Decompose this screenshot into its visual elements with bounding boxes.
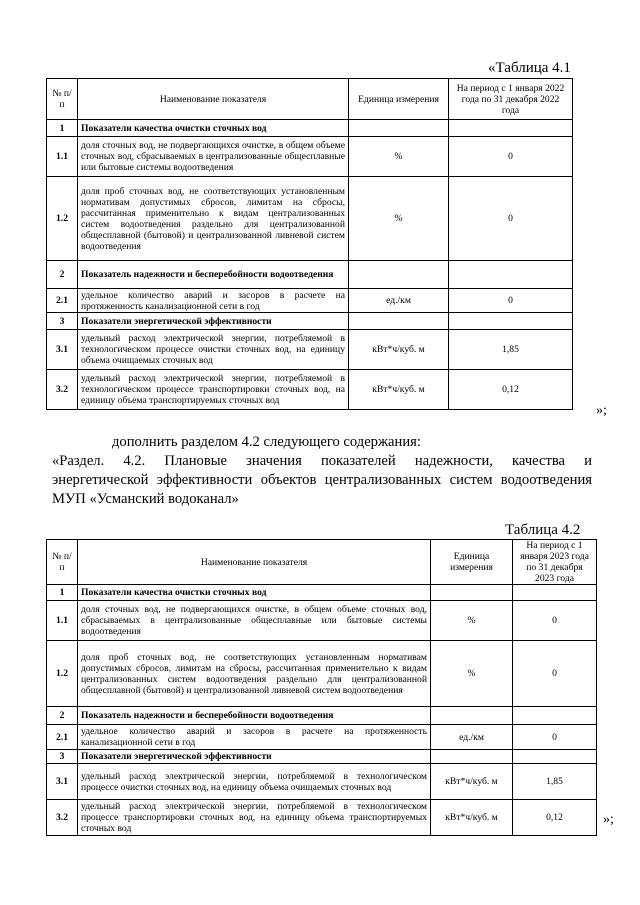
- row-value: 0: [449, 177, 573, 261]
- row-unit: [349, 261, 449, 289]
- table1-tail: »;: [596, 403, 607, 418]
- row-value: [513, 585, 597, 601]
- row-number: 3.2: [47, 800, 78, 836]
- table1-body: [47, 79, 573, 410]
- row-value: 0: [449, 137, 573, 177]
- table1-header-num: № п/п: [47, 79, 78, 120]
- row-number: 2: [47, 261, 78, 289]
- row-number: 1: [47, 585, 78, 601]
- row-unit: кВт*ч/куб. м: [349, 330, 449, 370]
- row-indicator-name: доля сточных вод, не подвергающихся очистке, в общем объеме сточных вод, сбрасываемых в централизованные общесплавные или бытовые системы водоотведения: [78, 601, 431, 641]
- row-indicator-name: доля проб сточных вод, не соответствующих установленным нормативам допустимых сбросов, лимитам на сбросы, рассчитанная применительно к видам централизованных систем водоотведения раздельно для централизованной общесплавной (бытовой) и централизованной ливневой систем водоотведения: [78, 641, 431, 707]
- row-number: 2: [47, 707, 78, 725]
- row-number: 1.2: [47, 641, 78, 707]
- table2-caption: Таблица 4.2: [505, 522, 581, 538]
- row-value: 0: [513, 601, 597, 641]
- row-indicator-name: удельное количество аварий и засоров в расчете на протяженность канализационной сети в год: [78, 289, 349, 313]
- table-row: [47, 601, 597, 641]
- row-indicator-name: удельный расход электрической энергии, потребляемой в технологическом процессе транспортировки сточных вод, на единицу объема транспортируемых сточных вод: [78, 800, 431, 836]
- row-indicator-name: Показатели качества очистки сточных вод: [78, 120, 349, 137]
- row-indicator-name: доля сточных вод, не подвергающихся очистке, в общем объеме сточных вод, сбрасываемых в централизованные общесплавные или бытовые системы водоотведения: [78, 137, 349, 177]
- table-row: [47, 707, 597, 725]
- paragraph-line4: МУП «Усманский водоканал»: [52, 491, 239, 507]
- row-indicator-name: Показатели качества очистки сточных вод: [78, 585, 431, 601]
- table-row: [47, 177, 573, 261]
- table2-header-name: Наименование показателя: [78, 540, 431, 585]
- table2-body: [47, 540, 597, 836]
- row-unit: [431, 750, 513, 764]
- row-value: [449, 261, 573, 289]
- row-number: 3.1: [47, 764, 78, 800]
- row-unit: %: [349, 137, 449, 177]
- table-row: [47, 313, 573, 330]
- row-indicator-name: удельный расход электрической энергии, потребляемой в технологическом процессе очистки сточных вод, на единицу объема очищаемых сточных вод: [78, 764, 431, 800]
- row-number: 1: [47, 120, 78, 137]
- row-indicator-name: Показатель надежности и бесперебойности водоотведения: [78, 261, 349, 289]
- row-value: [449, 120, 573, 137]
- table2-header-period: На период с 1 января 2023 года по 31 декабря 2023 года: [513, 540, 597, 585]
- table-row: [47, 800, 597, 836]
- row-indicator-name: Показатели энергетической эффективности: [78, 313, 349, 330]
- table-row: [47, 764, 597, 800]
- row-unit: [349, 120, 449, 137]
- row-number: 1.1: [47, 137, 78, 177]
- table2-header-unit: Единица измерения: [431, 540, 513, 585]
- row-unit: %: [431, 601, 513, 641]
- table-row: [47, 137, 573, 177]
- row-number: 3.2: [47, 370, 78, 410]
- row-indicator-name: Показатель надежности и бесперебойности водоотведения: [78, 707, 431, 725]
- table2-header-num: № п/п: [47, 540, 78, 585]
- row-unit: [349, 313, 449, 330]
- table1-header-unit: Единица измерения: [349, 79, 449, 120]
- row-unit: ед./км: [349, 289, 449, 313]
- row-indicator-name: удельный расход электрической энергии, потребляемой в технологическом процессе очистки сточных вод, на единицу объема очищаемых сточных вод: [78, 330, 349, 370]
- row-number: 2.1: [47, 725, 78, 750]
- table-row: [47, 261, 573, 289]
- table2: [46, 539, 597, 836]
- table2-header-row: [47, 540, 597, 585]
- paragraph-line3: энергетической эффективности объектов централизованных систем водоотведения: [52, 472, 592, 488]
- row-unit: %: [431, 641, 513, 707]
- row-number: 1.2: [47, 177, 78, 261]
- table1-header-period: На период с 1 января 2022 года по 31 декабря 2022 года: [449, 79, 573, 120]
- table1-header-row: [47, 79, 573, 120]
- row-value: 0: [449, 289, 573, 313]
- row-value: 0: [513, 725, 597, 750]
- row-value: 0: [513, 641, 597, 707]
- row-unit: [431, 707, 513, 725]
- table2-tail: »;: [603, 812, 614, 827]
- row-unit: кВт*ч/куб. м: [349, 370, 449, 410]
- row-value: 1,85: [513, 764, 597, 800]
- row-unit: кВт*ч/куб. м: [431, 800, 513, 836]
- row-value: [513, 707, 597, 725]
- row-unit: ед./км: [431, 725, 513, 750]
- row-value: [449, 313, 573, 330]
- row-unit: [431, 585, 513, 601]
- table-row: [47, 750, 597, 764]
- row-indicator-name: удельный расход электрической энергии, потребляемой в технологическом процессе транспортировки сточных вод, на единицу объема транспортируемых сточных вод: [78, 370, 349, 410]
- row-value: 0,12: [513, 800, 597, 836]
- paragraph-line1: дополнить разделом 4.2 следующего содержания:: [112, 434, 421, 450]
- row-number: 1.1: [47, 601, 78, 641]
- row-number: 3: [47, 750, 78, 764]
- row-unit: %: [349, 177, 449, 261]
- table-row: [47, 725, 597, 750]
- row-indicator-name: доля проб сточных вод, не соответствующих установленным нормативам допустимых сбросов, лимитам на сбросы, рассчитанная применительно к видам централизованных систем водоотведения раздельно для централизованной общесплавной (бытовой) и централизованной ливневой систем водоотведения: [78, 177, 349, 261]
- table1-header-name: Наименование показателя: [78, 79, 349, 120]
- table-row: [47, 289, 573, 313]
- row-indicator-name: удельное количество аварий и засоров в расчете на протяженность канализационной сети в год: [78, 725, 431, 750]
- paragraph-line2: «Раздел. 4.2. Плановые значения показателей надежности, качества и: [52, 453, 592, 469]
- table-row: [47, 641, 597, 707]
- row-number: 2.1: [47, 289, 78, 313]
- row-value: 0,12: [449, 370, 573, 410]
- table-row: [47, 330, 573, 370]
- row-value: 1,85: [449, 330, 573, 370]
- table-row: [47, 585, 597, 601]
- row-number: 3.1: [47, 330, 78, 370]
- table1-caption: «Таблица 4.1: [488, 60, 571, 76]
- table-row: [47, 120, 573, 137]
- row-indicator-name: Показатели энергетической эффективности: [78, 750, 431, 764]
- table1: [46, 78, 573, 410]
- row-value: [513, 750, 597, 764]
- row-number: 3: [47, 313, 78, 330]
- row-unit: кВт*ч/куб. м: [431, 764, 513, 800]
- table-row: [47, 370, 573, 410]
